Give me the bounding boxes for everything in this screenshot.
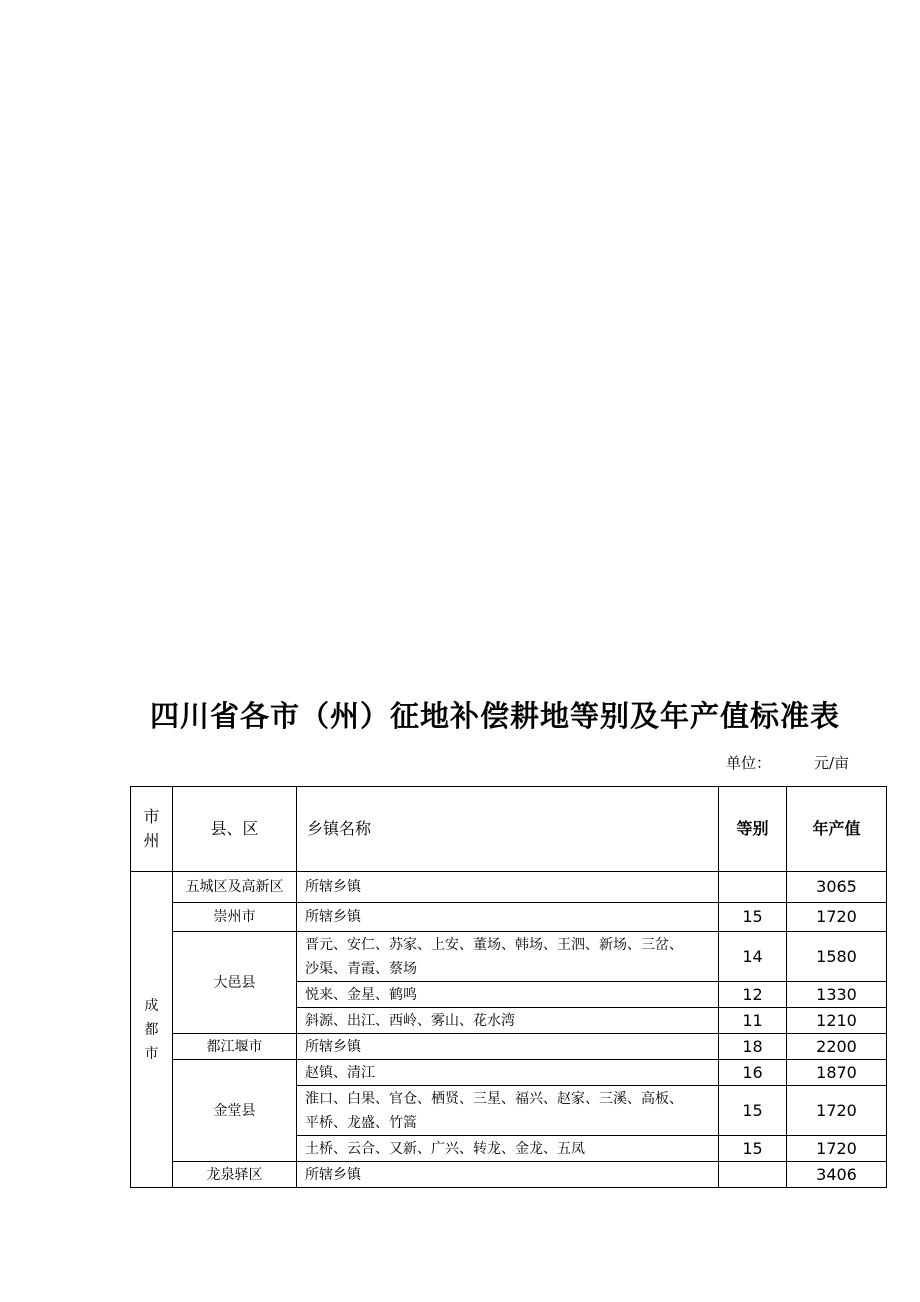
value-cell: 1210 <box>787 1008 887 1034</box>
header-city-char: 市 <box>143 807 160 826</box>
county-cell: 崇州市 <box>173 903 297 932</box>
header-towns: 乡镇名称 <box>297 787 719 872</box>
towns-line: 淮口、白果、官仓、栖贤、三星、福兴、赵家、三溪、高板、 <box>305 1090 683 1107</box>
grade-cell: 18 <box>719 1034 787 1060</box>
towns-cell <box>297 932 719 982</box>
table-row <box>131 1162 887 1188</box>
towns-cell: 赵镇、清江 <box>297 1060 719 1086</box>
grade-cell: 15 <box>719 1086 787 1136</box>
city-char: 市 <box>144 1045 159 1062</box>
value-cell: 3406 <box>787 1162 887 1188</box>
grade-cell: 11 <box>719 1008 787 1034</box>
unit-label: 单位： <box>726 754 772 772</box>
document-title: 四川省各市（州）征地补偿耕地等别及年产值标准表 <box>149 699 840 733</box>
towns-cell: 所辖乡镇 <box>297 872 719 903</box>
value-cell: 1580 <box>787 932 887 982</box>
county-cell: 五城区及高新区 <box>173 872 297 903</box>
table-row <box>131 932 887 982</box>
value-cell: 3065 <box>787 872 887 903</box>
county-cell: 金堂县 <box>173 1060 297 1162</box>
unit-line <box>726 752 850 773</box>
county-cell: 龙泉驿区 <box>173 1162 297 1188</box>
grade-cell: 15 <box>719 903 787 932</box>
table-header-row <box>131 787 887 872</box>
header-city-char: 州 <box>143 831 160 850</box>
city-char: 都 <box>144 1021 159 1038</box>
towns-cell: 土桥、云合、又新、广兴、转龙、金龙、五凤 <box>297 1136 719 1162</box>
header-county: 县、区 <box>173 787 297 872</box>
unit-value: 元/亩 <box>814 754 850 772</box>
header-grade: 等别 <box>719 787 787 872</box>
towns-cell <box>297 1086 719 1136</box>
table-row <box>131 872 887 903</box>
value-cell: 1720 <box>787 1136 887 1162</box>
grade-cell: 15 <box>719 1136 787 1162</box>
city-char: 成 <box>144 997 159 1014</box>
grade-cell <box>719 872 787 903</box>
towns-line: 晋元、安仁、苏家、上安、董场、韩场、王泗、新场、三岔、 <box>305 936 683 953</box>
table-row <box>131 903 887 932</box>
table-row <box>131 1034 887 1060</box>
towns-cell: 悦来、金星、鹤鸣 <box>297 982 719 1008</box>
table-row <box>131 1060 887 1086</box>
value-cell: 1870 <box>787 1060 887 1086</box>
county-cell: 都江堰市 <box>173 1034 297 1060</box>
grade-cell: 12 <box>719 982 787 1008</box>
value-cell: 2200 <box>787 1034 887 1060</box>
value-cell: 1330 <box>787 982 887 1008</box>
towns-cell: 所辖乡镇 <box>297 1162 719 1188</box>
header-value: 年产值 <box>787 787 887 872</box>
city-cell <box>131 872 173 1188</box>
value-cell: 1720 <box>787 1086 887 1136</box>
standards-table <box>130 786 887 1188</box>
towns-cell: 斜源、出江、西岭、雾山、花水湾 <box>297 1008 719 1034</box>
towns-cell: 所辖乡镇 <box>297 1034 719 1060</box>
grade-cell <box>719 1162 787 1188</box>
value-cell: 1720 <box>787 903 887 932</box>
towns-line: 平桥、龙盛、竹篙 <box>305 1114 417 1131</box>
towns-line: 沙渠、青霞、蔡场 <box>305 960 417 977</box>
header-city <box>131 787 173 872</box>
grade-cell: 14 <box>719 932 787 982</box>
grade-cell: 16 <box>719 1060 787 1086</box>
county-cell: 大邑县 <box>173 932 297 1034</box>
towns-cell: 所辖乡镇 <box>297 903 719 932</box>
